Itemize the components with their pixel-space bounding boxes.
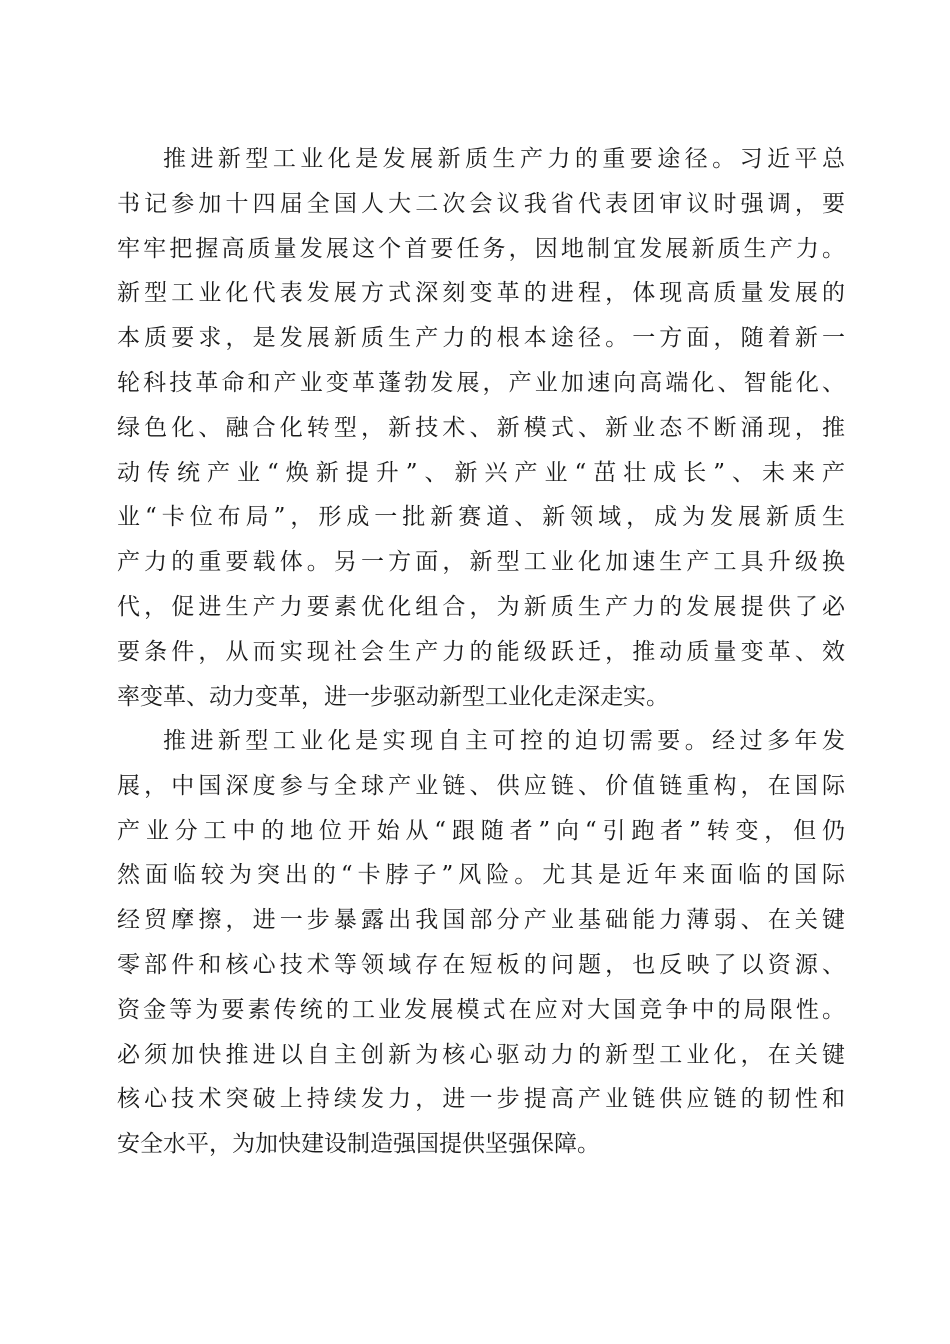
paragraph-self-reliance — [117, 719, 845, 1167]
paragraph-line: 核心技术突破上持续发力，进一步提高产业链供应链的韧性和 — [117, 1086, 845, 1113]
paragraph-line: 新型工业化代表发展方式深刻变革的进程，体现高质量发展的 — [117, 280, 845, 307]
paragraph-line: 经贸摩擦，进一步暴露出我国部分产业基础能力薄弱、在关键 — [117, 907, 845, 934]
paragraph-line: 必须加快推进以自主创新为核心驱动力的新型工业化，在关键 — [117, 1041, 845, 1068]
paragraph-line: 率变革、动力变革，进一步驱动新型工业化走深走实。 — [117, 683, 669, 710]
paragraph-line: 动传统产业“焕新提升”、新兴产业“茁壮成长”、未来产 — [117, 459, 845, 486]
paragraph-line: 零部件和核心技术等领域存在短板的问题，也反映了以资源、 — [117, 951, 845, 978]
paragraph-line: 绿色化、融合化转型，新技术、新模式、新业态不断涌现，推 — [117, 414, 845, 441]
paragraph-line: 要条件，从而实现社会生产力的能级跃迁，推动质量变革、效 — [117, 638, 845, 665]
paragraph-line: 然面临较为突出的“卡脖子”风险。尤其是近年来面临的国际 — [117, 862, 845, 889]
paragraph-line: 本质要求，是发展新质生产力的根本途径。一方面，随着新一 — [117, 325, 845, 352]
paragraph-line: 业“卡位布局”，形成一批新赛道、新领域，成为发展新质生 — [117, 504, 845, 531]
paragraph-line: 推进新型工业化是实现自主可控的迫切需要。经过多年发 — [163, 728, 845, 754]
paragraph-line: 书记参加十四届全国人大二次会议我省代表团审议时强调，要 — [117, 190, 845, 217]
paragraph-line: 代，促进生产力要素优化组合，为新质生产力的发展提供了必 — [117, 593, 845, 620]
paragraph-line: 牢牢把握高质量发展这个首要任务，因地制宜发展新质生产力。 — [117, 235, 845, 262]
paragraph-line: 推进新型工业化是发展新质生产力的重要途径。习近平总 — [163, 146, 845, 172]
paragraph-line: 安全水平，为加快建设制造强国提供坚强保障。 — [117, 1131, 600, 1158]
paragraph-line: 产业分工中的地位开始从“跟随者”向“引跑者”转变，但仍 — [117, 817, 845, 844]
paragraph-new-productivity — [117, 137, 845, 719]
paragraph-line: 轮科技革命和产业变革蓬勃发展，产业加速向高端化、智能化、 — [117, 369, 845, 396]
paragraph-line: 资金等为要素传统的工业发展模式在应对大国竞争中的局限性。 — [117, 996, 845, 1023]
paragraph-line: 展，中国深度参与全球产业链、供应链、价值链重构，在国际 — [117, 772, 845, 799]
paragraph-line: 产力的重要载体。另一方面，新型工业化加速生产工具升级换 — [117, 549, 845, 576]
